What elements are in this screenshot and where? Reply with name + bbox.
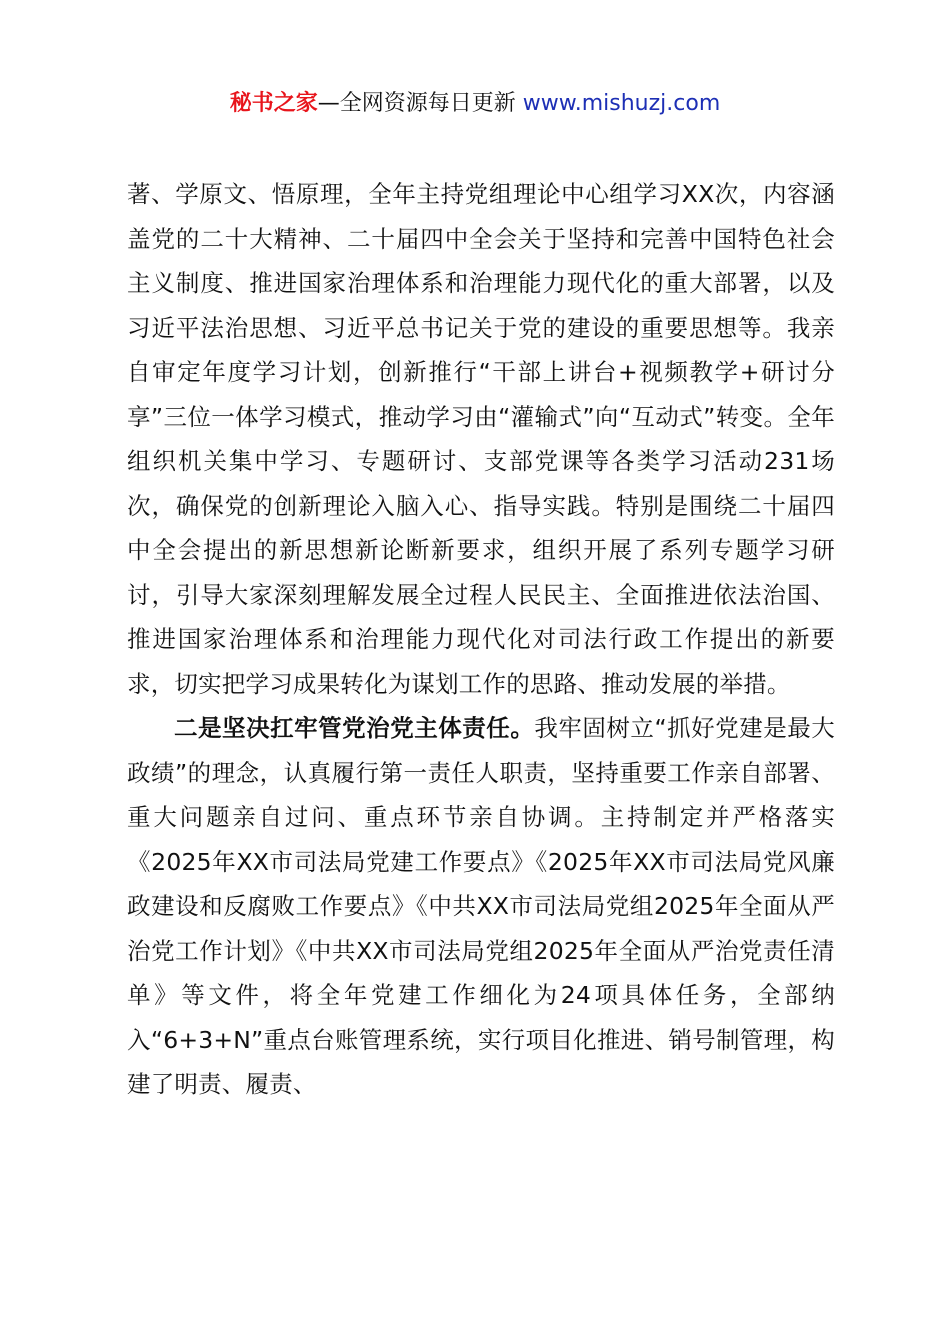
paragraph-2-lead: 二是坚决扛牢管党治党主体责任。	[174, 714, 535, 742]
site-tagline: —全网资源每日更新	[317, 91, 523, 116]
paragraph-1	[127, 172, 835, 706]
paragraph-2-text: 我牢固树立“抓好党建是最大政绩”的理念，认真履行第一责任人职责，坚持重要工作亲自部署、重大问题亲自过问、重点环节亲自协调。主持制定并严格落实《2025年XX市司法局党建工作要点》《2025年XX市司法局党风廉政建设和反腐败工作要点》《中共XX市司法局党组2025年全面从严治党工作计划》《中共XX市司法局党组2025年全面从严治党责任清单》等文件，将全年党建工作细化为24项具体任务，全部纳入“6+3+N”重点台账管理系统，实行项目化推进、销号制管理，构建了明责、履责、	[127, 714, 835, 1098]
paragraph-2	[127, 706, 835, 1107]
site-url[interactable]: www.mishuzj.com	[522, 91, 721, 116]
site-header	[0, 88, 950, 120]
document-body	[127, 172, 835, 1107]
paragraph-1-text: 著、学原文、悟原理，全年主持党组理论中心组学习XX次，内容涵盖党的二十大精神、二十届四中全会关于坚持和完善中国特色社会主义制度、推进国家治理体系和治理能力现代化的重大部署，以及习近平法治思想、习近平总书记关于党的建设的重要思想等。我亲自审定年度学习计划，创新推行“干部上讲台+视频教学+研讨分享”三位一体学习模式，推动学习由“灌输式”向“互动式”转变。全年组织机关集中学习、专题研讨、支部党课等各类学习活动231场次，确保党的创新理论入脑入心、指导实践。特别是围绕二十届四中全会提出的新思想新论断新要求，组织开展了系列专题学习研讨，引导大家深刻理解发展全过程人民民主、全面推进依法治国、推进国家治理体系和治理能力现代化对司法行政工作提出的新要求，切实把学习成果转化为谋划工作的思路、推动发展的举措。	[127, 180, 835, 698]
site-brand: 秘书之家	[229, 91, 318, 116]
